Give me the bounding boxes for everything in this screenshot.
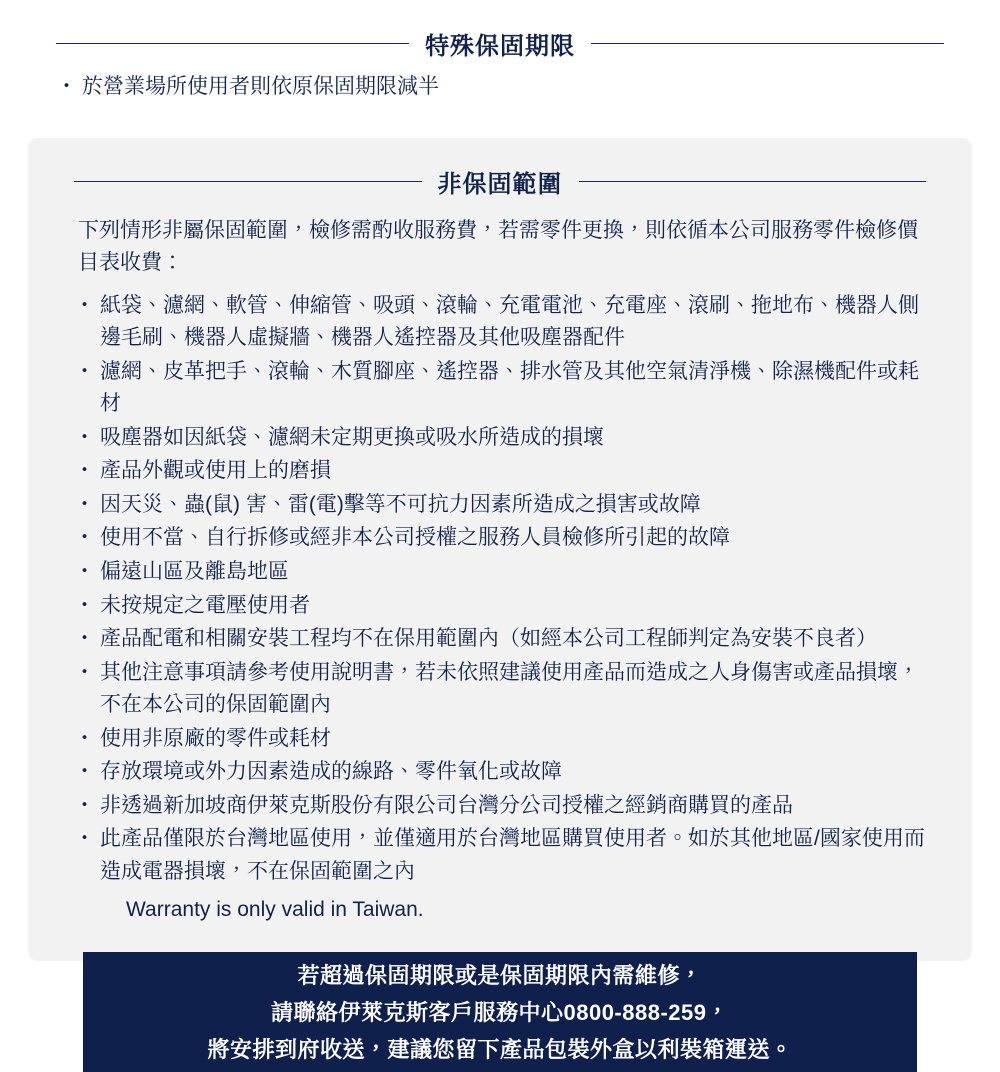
list-item: ・ 未按規定之電壓使用者 [74, 590, 926, 623]
list-item: ・ 產品外觀或使用上的磨損 [74, 455, 926, 488]
header-rule-right [579, 181, 927, 182]
footer-line: 請聯絡伊萊克斯客戶服務中心0800-888-259， [270, 999, 729, 1025]
section-non-warranty [28, 138, 972, 961]
list-item: ・ 因天災、蟲(鼠) 害、雷(電)擊等不可抗力因素所造成之損害或故障 [74, 489, 926, 522]
footer-line: 若超過保固期限或是保固期限內需維修， [297, 962, 703, 988]
list-item: ・ 使用不當、自行拆修或經非本公司授權之服務人員檢修所引起的故障 [74, 522, 926, 555]
section-header-special-warranty [56, 26, 944, 61]
list-item: ・ 於營業場所使用者則依原保固期限減半 [56, 71, 944, 104]
special-warranty-list [56, 71, 944, 104]
list-item: ・ 偏遠山區及離島地區 [74, 556, 926, 589]
non-warranty-list [74, 290, 926, 889]
list-item: ・ 紙袋、濾網、軟管、伸縮管、吸頭、滾輪、充電電池、充電座、滾刷、拖地布、機器人側邊毛刷、機器人虛擬牆、機器人遙控器及其他吸塵器配件 [74, 290, 926, 355]
list-item: ・ 使用非原廠的零件或耗材 [74, 723, 926, 756]
warranty-region-note: Warranty is only valid in Taiwan. [126, 898, 424, 922]
list-item: ・ 濾網、皮革把手、滾輪、木質腳座、遙控器、排水管及其他空氣清淨機、除濕機配件或耗材 [74, 356, 926, 421]
section-title-non-warranty: 非保固範圍 [437, 170, 563, 198]
list-item: ・ 此產品僅限於台灣地區使用，並僅適用於台灣地區購買使用者。如於其他地區/國家使用而造成電器損壞，不在保固範圍之內 [74, 823, 926, 888]
section-special-warranty [0, 0, 1000, 116]
list-item: ・ 產品配電和相關安裝工程均不在保用範圍內（如經本公司工程師判定為安裝不良者） [74, 623, 926, 656]
non-warranty-intro: 下列情形非屬保固範圍，檢修需酌收服務費，若需零件更換，則依循本公司服務零件檢修價目表收費： [78, 218, 918, 275]
list-item: ・ 非透過新加坡商伊萊克斯股份有限公司台灣分公司授權之經銷商購買的產品 [74, 790, 926, 823]
section-header-non-warranty [74, 164, 926, 199]
footer-line: 將安排到府收送，建議您留下產品包裝外盒以利裝箱運送。 [207, 1036, 793, 1062]
header-rule-left [56, 43, 409, 44]
list-item: ・ 吸塵器如因紙袋、濾網未定期更換或吸水所造成的損壞 [74, 422, 926, 455]
header-rule-right [591, 43, 944, 44]
header-rule-left [74, 181, 422, 182]
list-item: ・ 其他注意事項請參考使用說明書，若未依照建議使用產品而造成之人身傷害或產品損壞，不在本公司的保固範圍內 [74, 657, 926, 722]
service-center-footer [83, 952, 917, 1072]
list-item: ・ 存放環境或外力因素造成的線路、零件氧化或故障 [74, 756, 926, 789]
section-title-special-warranty: 特殊保固期限 [425, 33, 575, 60]
